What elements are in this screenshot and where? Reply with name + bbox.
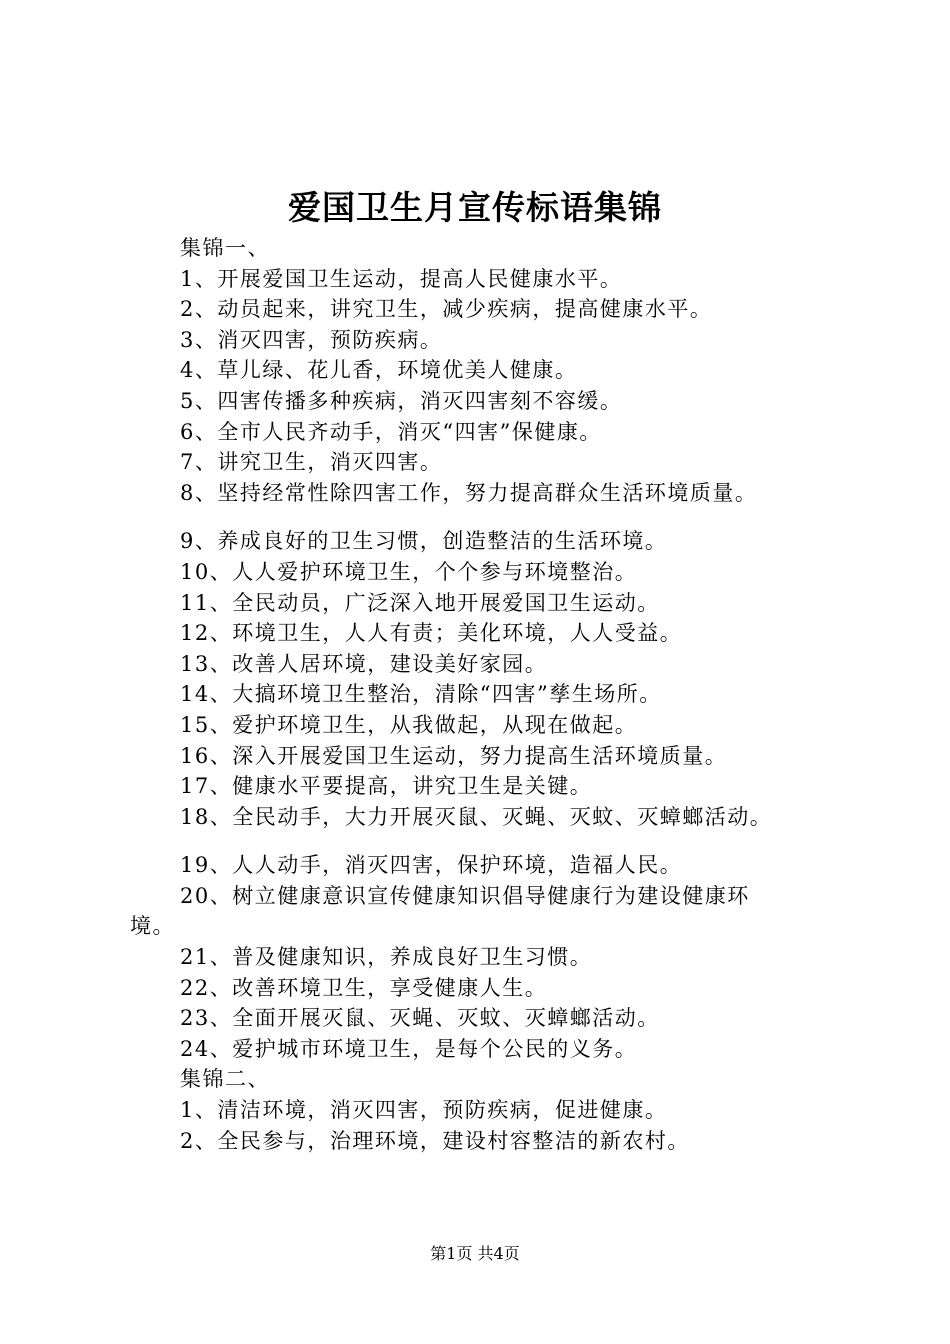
slogan-line: 8、坚持经常性除四害工作，努力提高群众生活环境质量。 [180,480,758,505]
slogan-line: 2、全民参与，治理环境，建设村容整洁的新农村。 [180,1128,690,1153]
slogan-line: 20、树立健康意识宣传健康知识倡导健康行为建设健康环 [180,883,750,908]
slogan-line: 13、改善人居环境，建设美好家园。 [180,651,548,676]
slogan-line: 5、四害传播多种疾病，消灭四害刻不容缓。 [180,388,623,413]
slogan-line-continuation: 境。 [130,914,175,939]
slogan-line: 3、消灭四害，预防疾病。 [180,327,443,352]
slogan-line: 24、爱护城市环境卫生，是每个公民的义务。 [180,1036,638,1061]
section-heading: 集锦二、 [180,1067,270,1092]
slogan-line: 12、环境卫生，人人有责；美化环境，人人受益。 [180,621,683,646]
document-title: 爱国卫生月宣传标语集锦 [288,188,662,227]
slogan-line: 23、全面开展灭鼠、灭蝇、灭蚊、灭蟑螂活动。 [180,1006,660,1031]
slogan-line: 17、健康水平要提高，讲究卫生是关键。 [180,774,593,799]
slogan-line: 6、全市人民齐动手，消灭“四害”保健康。 [180,419,602,444]
page-number: 第1页 共4页 [430,1244,520,1263]
slogan-line: 11、全民动员，广泛深入地开展爱国卫生运动。 [180,590,660,615]
slogan-line: 14、大搞环境卫生整治，清除“四害”孳生场所。 [180,682,662,707]
slogan-line: 9、养成良好的卫生习惯，创造整洁的生活环境。 [180,529,668,554]
slogan-list [130,233,850,1156]
slogan-line: 7、讲究卫生，消灭四害。 [180,450,443,475]
slogan-line: 1、开展爱国卫生运动，提高人民健康水平。 [180,266,623,291]
slogan-line: 22、改善环境卫生，享受健康人生。 [180,975,548,1000]
section-heading: 集锦一、 [180,236,270,260]
slogan-line: 1、清洁环境，消灭四害，预防疾病，促进健康。 [180,1098,668,1123]
paragraph-gap [130,508,850,526]
slogan-line: 18、全民动手，大力开展灭鼠、灭蝇、灭蚊、灭蟑螂活动。 [180,804,773,829]
slogan-line: 2、动员起来，讲究卫生，减少疾病，提高健康水平。 [180,297,713,322]
slogan-line: 4、草儿绿、花儿香，环境优美人健康。 [180,358,578,383]
slogan-line: 16、深入开展爱国卫生运动，努力提高生活环境质量。 [180,743,728,768]
slogan-line: 19、人人动手，消灭四害，保护环境，造福人民。 [180,853,683,878]
slogan-line: 21、普及健康知识，养成良好卫生习惯。 [180,945,593,970]
paragraph-gap [130,832,850,850]
slogan-line: 10、人人爱护环境卫生，个个参与环境整治。 [180,559,638,584]
slogan-line: 15、爱护环境卫生，从我做起，从现在做起。 [180,712,638,737]
